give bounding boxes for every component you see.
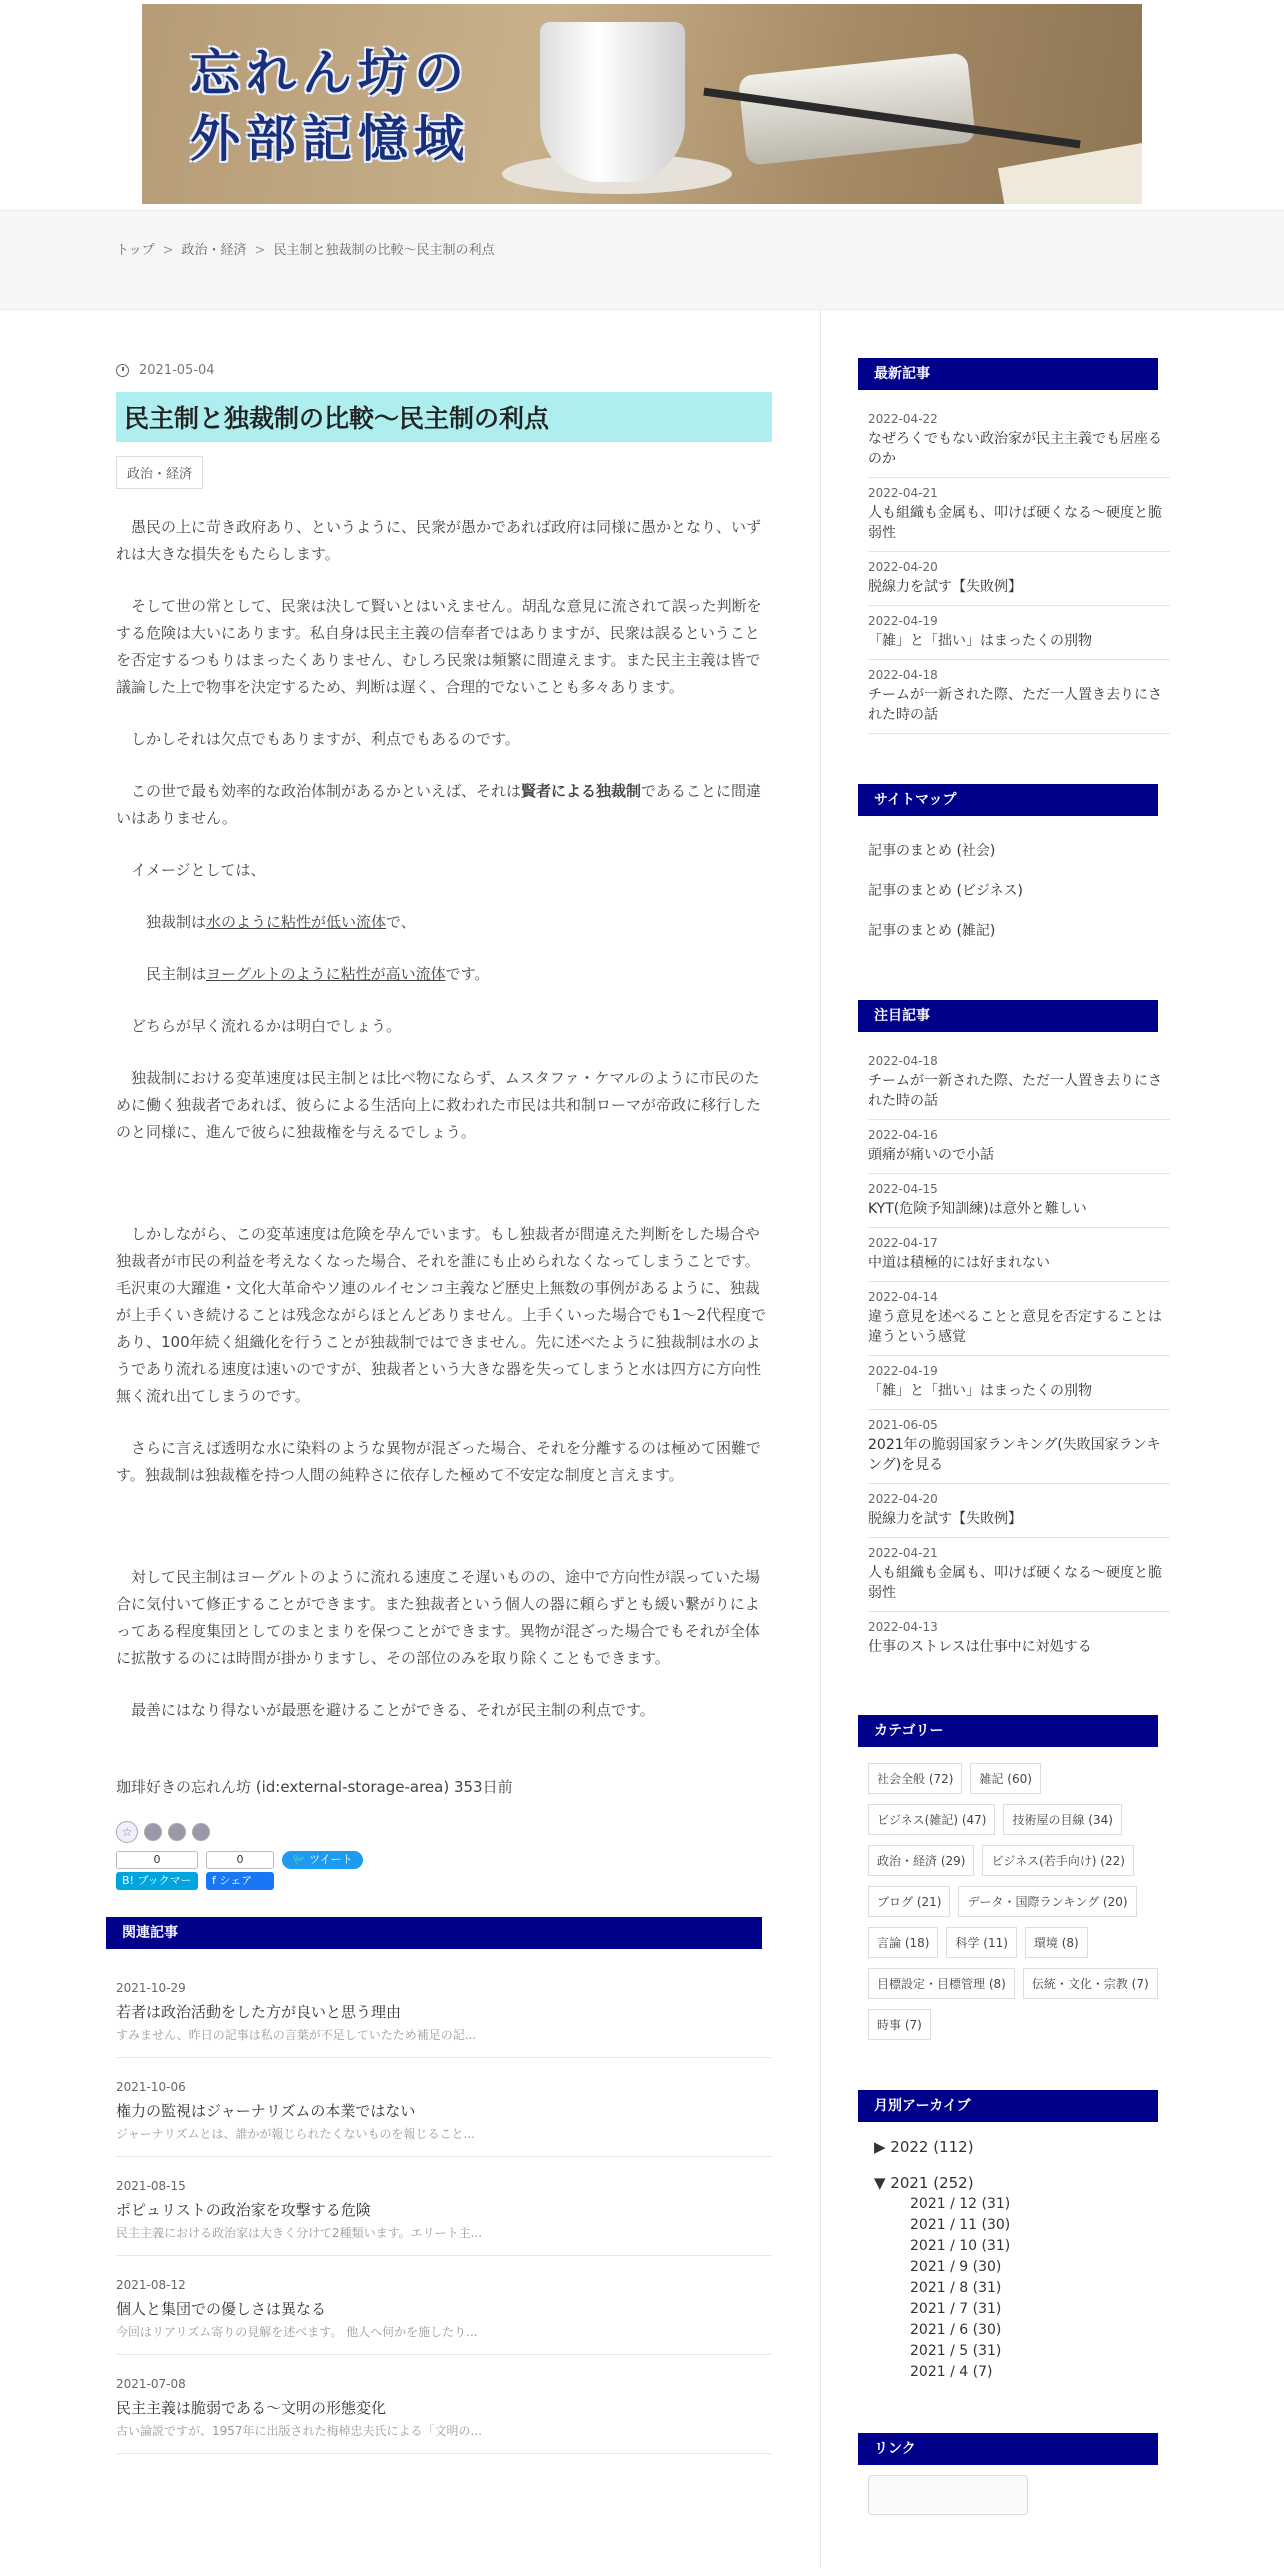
text-span: 独裁制は [116,913,207,931]
related-excerpt: 古い論説ですが、1957年に出版された梅棹忠夫氏による「文明の... [116,2424,482,2438]
featured-item[interactable] [868,1228,1170,1282]
archive-month[interactable]: 2021 / 8 (31) [910,2280,1002,2296]
related-item[interactable] [116,1981,772,2058]
category-tag[interactable]: ビジネス(若手向け) (22) [982,1845,1133,1876]
facebook-label: f シェア [206,1872,274,1890]
related-date: 2021-08-12 [116,2278,186,2292]
add-star-icon[interactable]: ☆ [116,1821,138,1843]
breadcrumb-current: 民主制と独裁制の比較～民主制の利点 [273,243,495,258]
facebook-count: 0 [206,1851,274,1869]
archive-month[interactable]: 2021 / 10 (31) [910,2238,1011,2254]
article-body [116,514,772,1724]
breadcrumb-separator: > [254,243,266,258]
item-date: 2022-04-21 [868,1546,938,1560]
text-span: であることに間違いはありません。 [116,782,762,827]
tweet-label: ツイート [309,1853,353,1866]
sitemap-item[interactable]: 記事のまとめ (社会) [868,843,996,859]
site-header [0,0,1284,210]
bold-text: 賢者による独裁制 [521,782,642,800]
related-item[interactable] [116,2278,772,2355]
item-date: 2022-04-19 [868,614,938,628]
item-title[interactable]: 人も組織も金属も、叩けば硬くなる～硬度と脆弱性 [868,505,1162,541]
item-title[interactable]: 違う意見を述べることと意見を否定することは違うという感覚 [868,1309,1162,1345]
coffee-cup-graphic [540,22,685,182]
star-user-icon[interactable] [192,1823,210,1841]
related-list [116,1981,772,2454]
item-title[interactable]: 「雑」と「拙い」はまったくの別物 [868,1383,1092,1399]
featured-item[interactable] [868,1120,1170,1174]
item-title[interactable]: 仕事のストレスは仕事中に対処する [868,1639,1092,1655]
article-title[interactable]: 民主制と独裁制の比較～民主制の利点 [116,392,772,442]
category-tags [868,1763,1168,2040]
related-title[interactable]: ポピュリストの政治家を攻撃する危険 [116,2201,371,2219]
item-title[interactable]: 人も組織も金属も、叩けば硬くなる～硬度と脆弱性 [868,1565,1162,1601]
archive-year-2021[interactable]: ▼ 2021 (252) [874,2174,974,2192]
paragraph: 対して民主制はヨーグルトのように流れる速度こそ遅いものの、途中で方向性が誤っていた場合に気付いて修正することができます。また独裁者という個人の器に頼らずとも緩い繋がりによってある程度集団としてのまとまりを保つことができます。異物が混ざった場合でもそれが全体に拡散するのには時間が掛かりますし、その部位のみを取り除くこともできます。 [116,1568,760,1667]
item-date: 2022-04-18 [868,668,938,682]
paragraph: イメージとしては、 [116,861,266,879]
breadcrumb-top[interactable]: トップ [116,243,155,258]
item-date: 2022-04-18 [868,1054,938,1068]
sidebar [858,358,1170,2515]
facebook-share-button[interactable] [206,1851,274,1891]
item-date: 2022-04-20 [868,1492,938,1506]
item-date: 2021-06-05 [868,1418,938,1432]
category-tag[interactable]: ビジネス(雑記) (47) [868,1804,995,1835]
hatena-count: 0 [116,1851,198,1869]
category-tag[interactable]: 言論 (18) [868,1927,938,1958]
spacer [116,1146,772,1196]
latest-item[interactable] [868,478,1170,552]
archive-month[interactable]: 2021 / 5 (31) [910,2343,1002,2359]
paper-graphic [998,141,1142,204]
article-date-text: 2021-05-04 [139,362,215,378]
archive-month[interactable]: 2021 / 6 (30) [910,2322,1002,2338]
paragraph: さらに言えば透明な水に染料のような異物が混ざった場合、それを分離するのは極めて困難です。独裁制は独裁権を持つ人間の純粋さに依存した極めて不安定な制度と言えます。 [116,1439,762,1484]
category-tag[interactable]: 技術屋の目線 (34) [1003,1804,1121,1835]
related-date: 2021-10-06 [116,2080,186,2094]
paragraph [116,961,772,988]
paragraph: しかしそれは欠点でもありますが、利点でもあるのです。 [116,730,520,748]
featured-heading: 注目記事 [858,1000,1158,1032]
column-divider [820,310,821,2568]
related-heading: 関連記事 [106,1917,762,1949]
latest-heading: 最新記事 [858,358,1158,390]
breadcrumb [116,239,500,258]
archive-heading: 月別アーカイブ [858,2090,1158,2122]
site-banner[interactable] [142,4,1142,204]
item-title[interactable]: チームが一新された際、ただ一人置き去りにされた時の話 [868,687,1162,723]
text-span: です。 [445,965,490,983]
sitemap-item[interactable]: 記事のまとめ (ビジネス) [868,883,1023,899]
article-date [116,360,772,380]
paragraph: そして世の常として、民衆は決して賢いとはいえません。胡乱な意見に流されて誤った判断をする危険は大いにあります。私自身は民主主義の信奉者ではありますが、民衆は誤るということを否定するつもりはまったくありません、むしろ民衆は頻繁に間違えます。また民主主義は皆で議論した上で物事を決定するため、判断は遅く、合理的でないことも多々あります。 [116,597,762,696]
item-title[interactable]: 「雑」と「拙い」はまったくの別物 [868,633,1092,649]
featured-item[interactable] [868,1174,1170,1228]
item-title[interactable]: なぜろくでもない政治家が民主主義でも居座るのか [868,431,1162,467]
related-item[interactable] [116,2377,772,2454]
site-title-line2: 外部記憶域 [190,109,470,168]
latest-list [868,404,1170,734]
text-span: この世で最も効率的な政治体制があるかといえば、それは [116,782,522,800]
breadcrumb-separator: > [162,243,174,258]
item-title[interactable]: 脱線力を試す【失敗例】 [868,1511,1022,1527]
latest-item[interactable] [868,552,1170,606]
related-title[interactable]: 若者は政治活動をした方が良いと思う理由 [116,2003,402,2021]
archive-month[interactable]: 2021 / 12 (31) [910,2196,1011,2212]
featured-list [868,1046,1170,1665]
related-title[interactable]: 権力の監視はジャーナリズムの本業ではない [116,2102,416,2120]
article-category-tag[interactable]: 政治・経済 [116,456,203,489]
paragraph [116,909,772,936]
item-title[interactable]: KYT(危険予知訓練)は意外と難しい [868,1201,1087,1217]
clock-icon [116,364,129,377]
latest-item[interactable] [868,660,1170,734]
item-title[interactable]: 2021年の脆弱国家ランキング(失敗国家ランキング)を見る [868,1437,1161,1473]
breadcrumb-category[interactable]: 政治・経済 [181,243,247,258]
article-main [116,360,772,2476]
star-area [116,1819,772,1845]
item-date: 2022-04-15 [868,1182,938,1196]
underlined-text: 水のように粘性が低い流体 [206,913,387,931]
related-title[interactable]: 個人と集団での優しさは異なる [116,2300,327,2318]
text-span: で、 [386,913,416,931]
paragraph: どちらが早く流れるかは明白でしょう。 [116,1017,402,1035]
related-date: 2021-08-15 [116,2179,186,2193]
author-signature[interactable]: 珈琲好きの忘れん坊 (id:external-storage-area) 353日前 [116,1778,513,1796]
hatena-label: B! ブックマーク [116,1872,198,1890]
item-title[interactable]: 中道は積極的には好まれない [868,1255,1050,1271]
featured-item[interactable] [868,1612,1170,1665]
category-tag[interactable]: 社会全般 (72) [868,1763,962,1794]
paragraph [116,778,772,832]
twitter-icon: 🐦 [292,1853,306,1866]
category-tag[interactable]: 科学 (11) [946,1927,1016,1958]
item-date: 2022-04-13 [868,1620,938,1634]
related-date: 2021-10-29 [116,1981,186,1995]
item-date: 2022-04-16 [868,1128,938,1142]
item-date: 2022-04-17 [868,1236,938,1250]
related-date: 2021-07-08 [116,2377,186,2391]
sitemap-item[interactable]: 記事のまとめ (雑記) [868,923,996,939]
archive-month[interactable]: 2021 / 11 (30) [910,2217,1011,2233]
star-user-icon[interactable] [168,1823,186,1841]
category-heading: カテゴリー [858,1715,1158,1747]
category-tag[interactable]: データ・国際ランキング (20) [958,1886,1136,1917]
site-title-line1: 忘れん坊の [190,43,470,102]
related-item[interactable] [116,2080,772,2157]
featured-item[interactable] [868,1356,1170,1410]
related-excerpt: すみません、昨日の記事は私の言葉が不足していたため補足の記... [116,2028,477,2042]
text-span: 民主制は [116,965,207,983]
item-date: 2022-04-19 [868,1364,938,1378]
related-excerpt: 民主主義における政治家は大きく分けて2種類います。エリート主... [116,2226,483,2240]
featured-item[interactable] [868,1410,1170,1484]
category-tag[interactable]: 目標設定・目標管理 (8) [868,1968,1015,1999]
paragraph: 愚民の上に苛き政府あり、というように、民衆が愚かであれば政府は同様に愚かとなり、いずれは大きな損失をもたらします。 [116,518,762,563]
item-date: 2022-04-20 [868,560,938,574]
spacer [116,1489,772,1539]
item-title[interactable]: チームが一新された際、ただ一人置き去りにされた時の話 [868,1073,1162,1109]
archive-year-2022[interactable]: ▶ 2022 (112) [874,2138,974,2156]
archive-month[interactable]: 2021 / 4 (7) [910,2364,993,2380]
underlined-text: ヨーグルトのように粘性が高い流体 [206,965,446,983]
latest-item[interactable] [868,606,1170,660]
item-date: 2022-04-22 [868,412,938,426]
archive-month[interactable]: 2021 / 7 (31) [910,2301,1002,2317]
category-tag[interactable]: 政治・経済 (29) [868,1845,974,1876]
latest-item[interactable] [868,404,1170,478]
featured-item[interactable] [868,1538,1170,1612]
category-tag[interactable]: 伝統・文化・宗教 (7) [1023,1968,1158,1999]
paragraph: 最善にはなり得ないが最悪を避けることができる、それが民主制の利点です。 [116,1701,655,1719]
featured-item[interactable] [868,1046,1170,1120]
category-tag[interactable]: 環境 (8) [1025,1927,1088,1958]
related-excerpt: ジャーナリズムとは、誰かが報じられたくないものを報じること... [116,2127,475,2141]
link-banner-image[interactable] [868,2475,1028,2515]
related-item[interactable] [116,2179,772,2256]
archive-month[interactable]: 2021 / 9 (30) [910,2259,1002,2275]
item-date: 2022-04-14 [868,1290,938,1304]
archive-list [874,2136,1170,2383]
category-tag[interactable]: 雑記 (60) [970,1763,1040,1794]
star-user-icon[interactable] [144,1823,162,1841]
tweet-button[interactable] [282,1851,363,1869]
sitemap-heading: サイトマップ [858,784,1158,816]
item-title[interactable]: 頭痛が痛いので小話 [868,1147,994,1163]
item-title[interactable]: 脱線力を試す【失敗例】 [868,579,1022,595]
breadcrumb-bar [0,210,1284,310]
featured-item[interactable] [868,1282,1170,1356]
category-tag[interactable]: ブログ (21) [868,1886,950,1917]
site-title [190,40,470,172]
item-date: 2022-04-21 [868,486,938,500]
related-excerpt: 今回はリアリズム寄りの見解を述べます。 他人へ何かを施したり... [116,2325,478,2339]
share-buttons [116,1851,772,1905]
category-tag[interactable]: 時事 (7) [868,2009,931,2040]
sitemap-list [868,830,1170,950]
paragraph: 独裁制における変革速度は民主制とは比べ物にならず、ムスタファ・ケマルのように市民のために働く独裁者であれば、彼らによる生活向上に救われた市民は共和制ローマが帝政に移行したのと同様に、進んで彼らに独裁権を与えるでしょう。 [116,1069,762,1141]
hatena-bookmark-button[interactable] [116,1851,198,1905]
featured-item[interactable] [868,1484,1170,1538]
paragraph: しかしながら、この変革速度は危険を孕んでいます。もし独裁者が間違えた判断をした場合や独裁者が市民の利益を考えなくなった場合、それを誰にも止められなくなってしまうことです。毛沢東の大躍進・文化大革命やソ連のルイセンコ主義など歴史上無数の事例があるように、独裁が上手くいき続けることは残念ながらほとんどありません。上手くいった場合でも1～2代程度であり、100年続く組織化を行うことが独裁制ではできません。先に述べたように独裁制は水のようであり流れる速度は速いのですが、独裁者という大きな器を失ってしまうと水は四方に方向性無く流れ出てしまうのです。 [116,1225,766,1405]
related-title[interactable]: 民主主義は脆弱である～文明の形態変化 [116,2399,387,2417]
links-heading: リンク [858,2433,1158,2465]
